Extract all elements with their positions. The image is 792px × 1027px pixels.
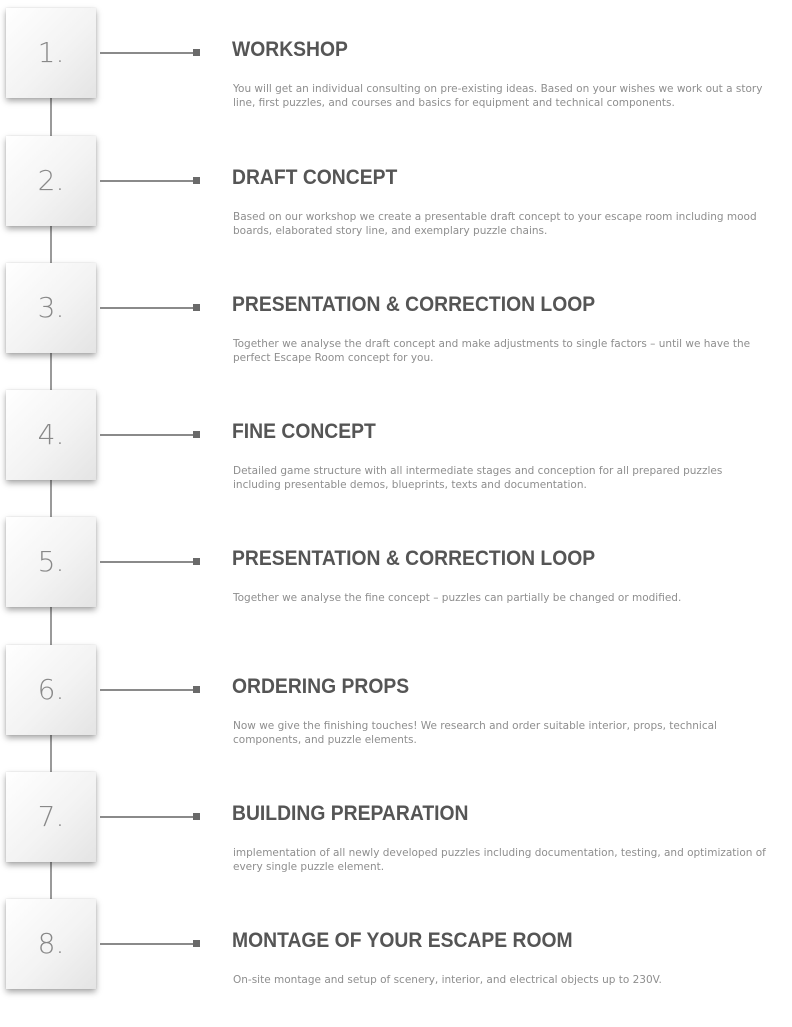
process-step-8 <box>0 899 792 1027</box>
step-number: 2. <box>37 164 65 197</box>
step-number: 4. <box>37 418 65 451</box>
step-title: WORKSHOP <box>232 38 348 61</box>
step-number-box <box>6 390 96 480</box>
connector-line <box>100 52 196 54</box>
step-number: 1. <box>37 36 65 69</box>
step-title: PRESENTATION & CORRECTION LOOP <box>232 293 596 316</box>
connector-end-square <box>193 940 200 947</box>
step-number-box <box>6 136 96 226</box>
connector-line <box>100 307 196 309</box>
step-description: Together we analyse the fine concept – puzzles can partially be changed or modified. <box>233 592 682 604</box>
step-title: DRAFT CONCEPT <box>232 166 398 189</box>
step-description: Detailed game structure with all intermediate stages and conception for all prepared puzzles including presentable demos, blueprints, texts and documentation. <box>233 465 723 491</box>
connector-end-square <box>193 304 200 311</box>
process-step-5 <box>0 517 792 645</box>
step-description: You will get an individual consulting on pre-existing ideas. Based on your wishes we work out a story line, first puzzles, and courses and basics for equipment and technical components. <box>233 83 763 109</box>
step-number: 6. <box>37 673 65 706</box>
step-description: Now we give the finishing touches! We research and order suitable interior, props, technical components, and puzzle elements. <box>233 720 717 746</box>
step-number: 7. <box>37 800 65 833</box>
process-step-3 <box>0 263 792 391</box>
step-number: 3. <box>37 291 65 324</box>
process-step-2 <box>0 136 792 264</box>
step-title: FINE CONCEPT <box>232 420 376 443</box>
step-number-box <box>6 8 96 98</box>
connector-end-square <box>193 49 200 56</box>
step-description: Based on our workshop we create a presentable draft concept to your escape room including mood boards, elaborated story line, and exemplary puzzle chains. <box>233 211 757 237</box>
connector-end-square <box>193 431 200 438</box>
connector-line <box>100 689 196 691</box>
connector-line <box>100 180 196 182</box>
connector-end-square <box>193 686 200 693</box>
connector-line <box>100 816 196 818</box>
process-step-6 <box>0 645 792 773</box>
step-number: 8. <box>37 927 65 960</box>
step-number: 5. <box>37 545 65 578</box>
process-step-7 <box>0 772 792 900</box>
step-number-box <box>6 263 96 353</box>
step-number-box <box>6 517 96 607</box>
step-title: BUILDING PREPARATION <box>232 802 469 825</box>
step-description: implementation of all newly developed puzzles including documentation, testing, and optimization of every single puzzle element. <box>233 847 766 873</box>
connector-end-square <box>193 177 200 184</box>
connector-line <box>100 434 196 436</box>
step-number-box <box>6 899 96 989</box>
process-step-4 <box>0 390 792 518</box>
connector-end-square <box>193 558 200 565</box>
connector-end-square <box>193 813 200 820</box>
step-number-box <box>6 645 96 735</box>
step-title: PRESENTATION & CORRECTION LOOP <box>232 547 596 570</box>
connector-line <box>100 943 196 945</box>
step-title: ORDERING PROPS <box>232 675 410 698</box>
step-number-box <box>6 772 96 862</box>
process-step-1 <box>0 8 792 136</box>
step-description: On-site montage and setup of scenery, interior, and electrical objects up to 230V. <box>233 974 662 986</box>
connector-line <box>100 561 196 563</box>
step-description: Together we analyse the draft concept and make adjustments to single factors – until we have the perfect Escape Room concept for you. <box>233 338 751 364</box>
step-title: MONTAGE OF YOUR ESCAPE ROOM <box>232 929 573 952</box>
